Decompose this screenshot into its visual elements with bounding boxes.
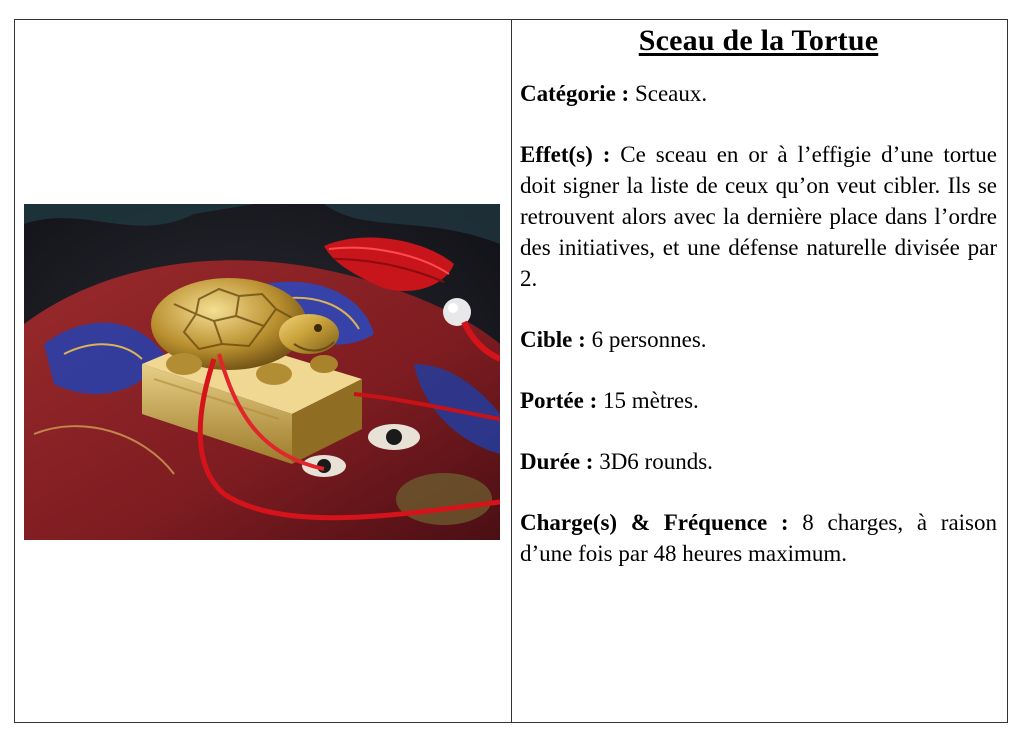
field-cible [520,324,997,355]
field-value: Sceaux. [629,81,708,106]
field-value: Ce sceau en or à l’effigie d’une tortue doit signer la liste de ceux qu’on veut cibler. Ils se retrouvent alors avec la dernière place dans l’ordre des initiatives, et une défense naturelle divisée par 2. [520,142,997,291]
field-label: Charge(s) & Fréquence : [520,510,789,535]
field-label: Cible : [520,327,586,352]
field-label: Portée : [520,388,598,413]
image-cell [15,20,512,722]
field-duree [520,446,997,477]
field-charges [520,507,997,569]
turtle-seal-illustration [24,204,500,540]
field-value: 6 personnes. [585,327,707,352]
field-portee [520,385,997,416]
card-title: Sceau de la Tortue [638,24,879,57]
field-label: Catégorie : [520,81,630,106]
field-effets [520,139,997,294]
field-label: Effet(s) : [520,142,611,167]
field-value: 8 charges, à raison d’une fois par 48 heures maximum. [520,510,997,566]
turtle-seal-artwork [24,204,500,540]
text-cell [512,20,1007,722]
item-card [14,19,1008,723]
field-label: Durée : [520,449,594,474]
field-value: 15 mètres. [597,388,699,413]
field-categorie [520,78,997,109]
field-value: 3D6 rounds. [593,449,713,474]
